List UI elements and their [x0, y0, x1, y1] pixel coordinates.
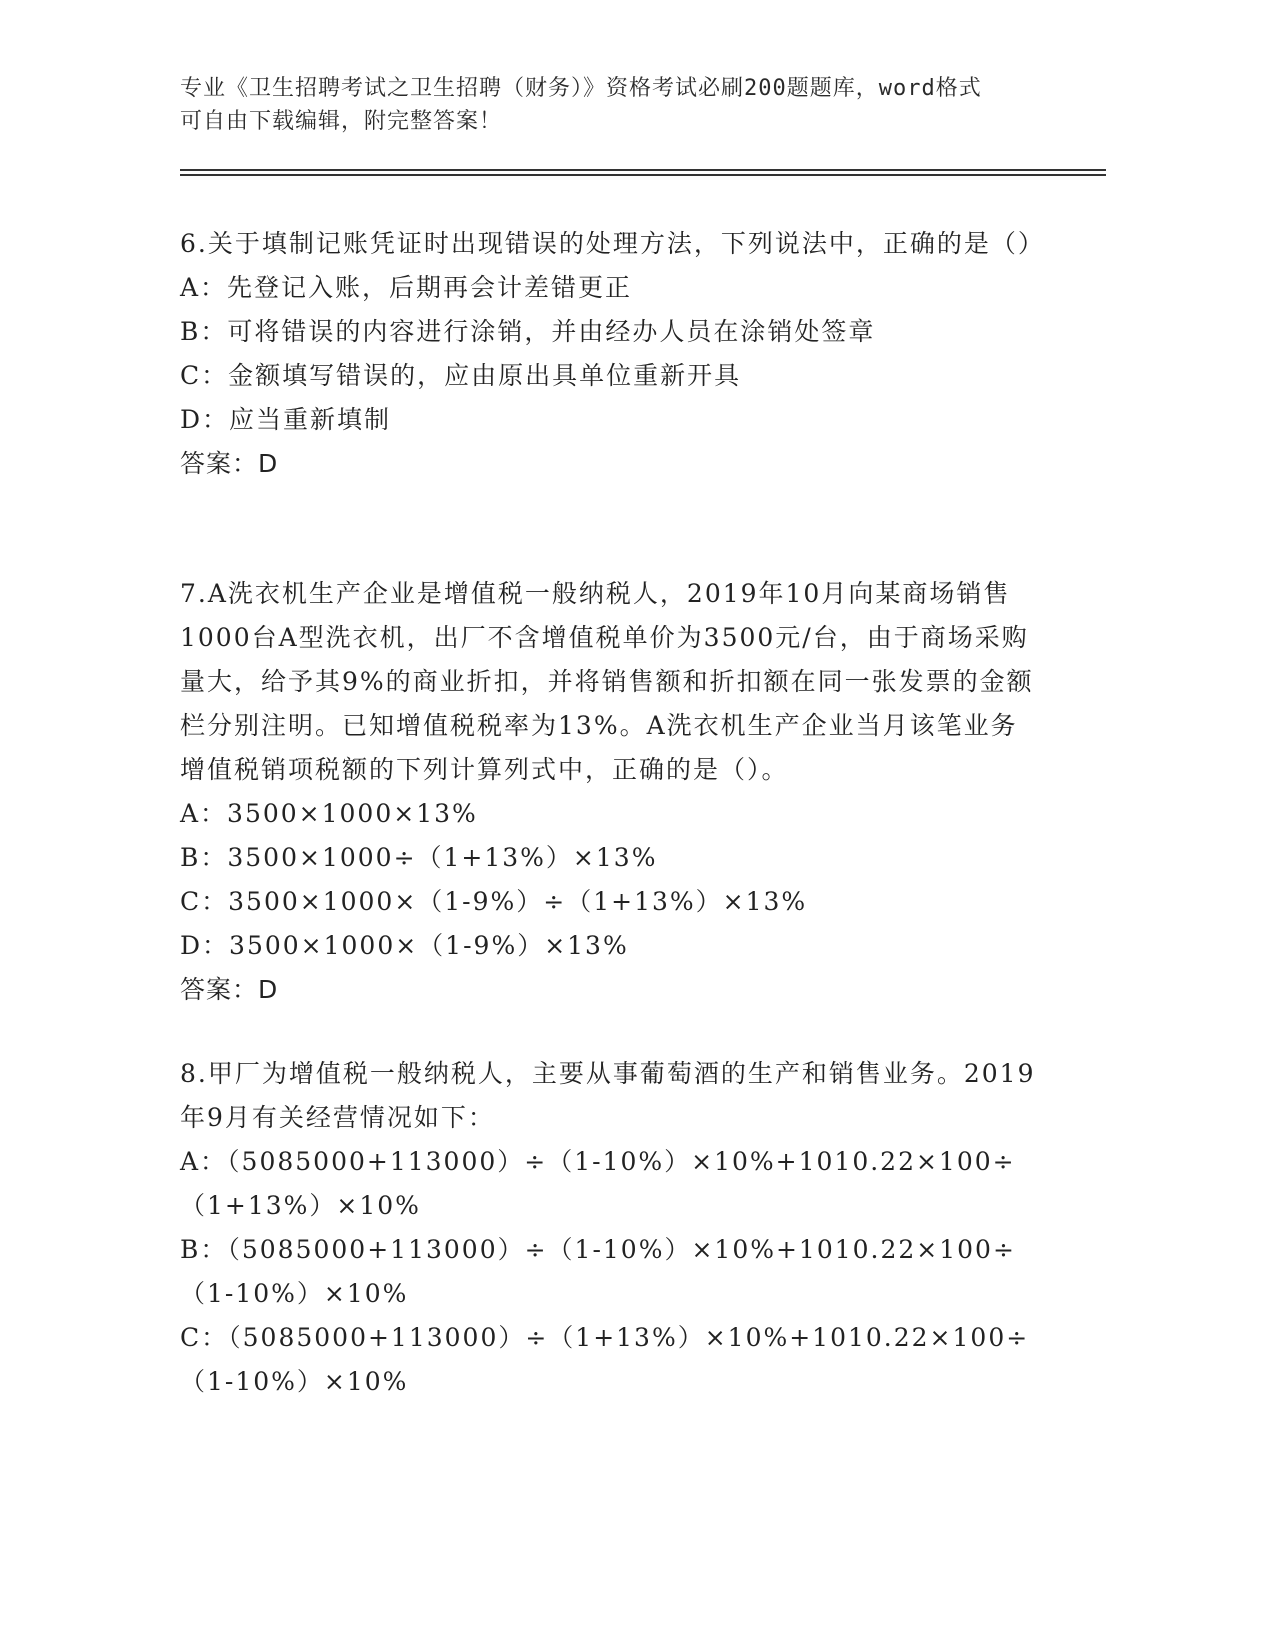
option-d: D：应当重新填制	[180, 405, 392, 434]
header-line-2: 可自由下载编辑，附完整答案！	[180, 109, 503, 134]
option-a: A：（5085000+113000）÷（1-10%）×10%+1010.22×100÷（1+13%）×10%	[180, 1147, 1016, 1220]
question-stem: 6.关于填制记账凭证时出现错误的处理方法，下列说法中，正确的是（）	[180, 229, 1045, 258]
question-stem: 7.A洗衣机生产企业是增值税一般纳税人，2019年10月向某商场销售1000台A型洗衣机，出厂不含增值税单价为3500元/台，由于商场采购量大，给予其9%的商业折扣，并将销售额和折扣额在同一张发票的金额栏分别注明。已知增值税税率为13%。A洗衣机生产企业当月该笔业务增值税销项税额的下列计算列式中，正确的是（）。	[180, 579, 1034, 784]
option-b: B：可将错误的内容进行涂销，并由经办人员在涂销处签章	[180, 317, 876, 346]
option-c: C：3500×1000×（1-9%）÷（1+13%）×13%	[180, 887, 808, 916]
option-a: A：3500×1000×13%	[180, 799, 478, 828]
option-c: C：金额填写错误的，应由原出具单位重新开具	[180, 361, 742, 390]
option-b: B：3500×1000÷（1+13%）×13%	[180, 843, 658, 872]
question-6	[180, 222, 1045, 486]
option-d: D：3500×1000×（1-9%）×13%	[180, 931, 629, 960]
answer-label: 答案：D	[180, 975, 279, 1004]
option-a: A：先登记入账，后期再会计差错更正	[180, 273, 633, 302]
document-header	[180, 72, 1060, 138]
answer-label: 答案：D	[180, 449, 279, 478]
header-divider-top	[180, 169, 1106, 171]
option-b: B：（5085000+113000）÷（1-10%）×10%+1010.22×100÷（1-10%）×10%	[180, 1235, 1016, 1308]
question-8	[180, 1052, 1040, 1404]
header-line-1: 专业《卫生招聘考试之卫生招聘（财务）》资格考试必刷200题题库，word格式	[180, 76, 982, 101]
option-c: C：（5085000+113000）÷（1+13%）×10%+1010.22×100÷（1-10%）×10%	[180, 1323, 1030, 1396]
question-7	[180, 572, 1040, 1012]
question-stem: 8.甲厂为增值税一般纳税人，主要从事葡萄酒的生产和销售业务。2019年9月有关经营情况如下：	[180, 1059, 1036, 1132]
header-divider-bottom	[180, 174, 1106, 176]
